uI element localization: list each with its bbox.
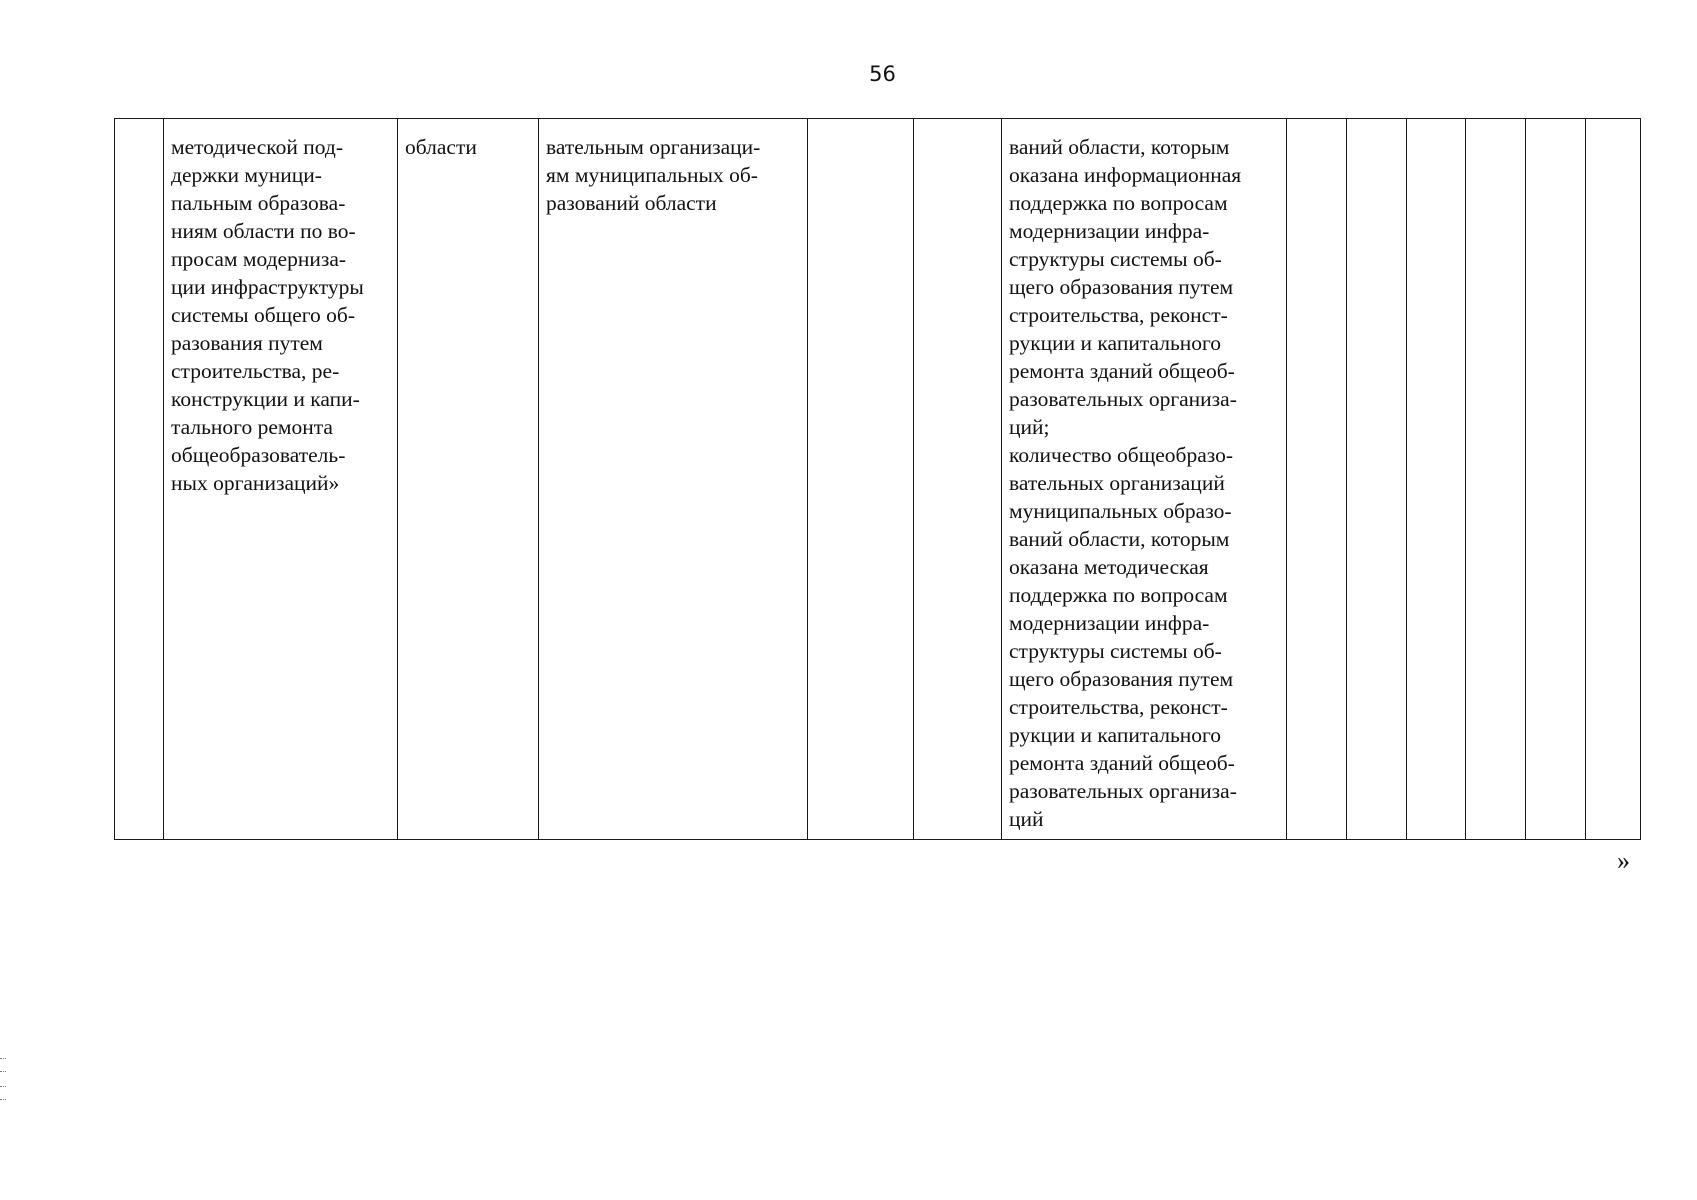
closing-quote-mark: »	[1617, 846, 1630, 875]
program-table	[114, 118, 1641, 840]
cell-content: вательным организаци- ям муниципальных об- разований области	[539, 119, 808, 840]
cell-value-5	[1526, 119, 1586, 840]
cell-value-2	[1347, 119, 1407, 840]
cell-empty-2	[914, 119, 1002, 840]
cell-value-4	[1466, 119, 1526, 840]
cell-value-1	[1287, 119, 1347, 840]
cell-empty-1	[808, 119, 914, 840]
table-row	[115, 119, 1641, 840]
cell-number	[115, 119, 164, 840]
cell-executor: области	[398, 119, 539, 840]
scan-edge-marks	[0, 1058, 6, 1100]
cell-value-3	[1407, 119, 1466, 840]
page-number: 56	[869, 62, 896, 86]
cell-indicators: ваний области, которым оказана информационная поддержка по вопросам модернизации инфра- структуры системы об- щего образования путем строительства, реконст- рукции и капитального ремонта зданий общеоб- разовательных организа- ций; количество общеобразо- вательных организаций муниципальных образо- ваний области, которым оказана методическая поддержка по вопросам модернизации инфра- структуры системы об- щего образования путем строительства, реконст- рукции и капитального ремонта зданий общеоб- разовательных организа- ций	[1002, 119, 1287, 840]
cell-value-6	[1586, 119, 1641, 840]
cell-measure-name: методической под- держки муници- пальным образова- ниям области по во- просам модерниза- ции инфраструктуры системы общего об- разования путем строительства, ре- конструкции и капи- тального ремонта общеобразователь- ных организаций»	[164, 119, 398, 840]
